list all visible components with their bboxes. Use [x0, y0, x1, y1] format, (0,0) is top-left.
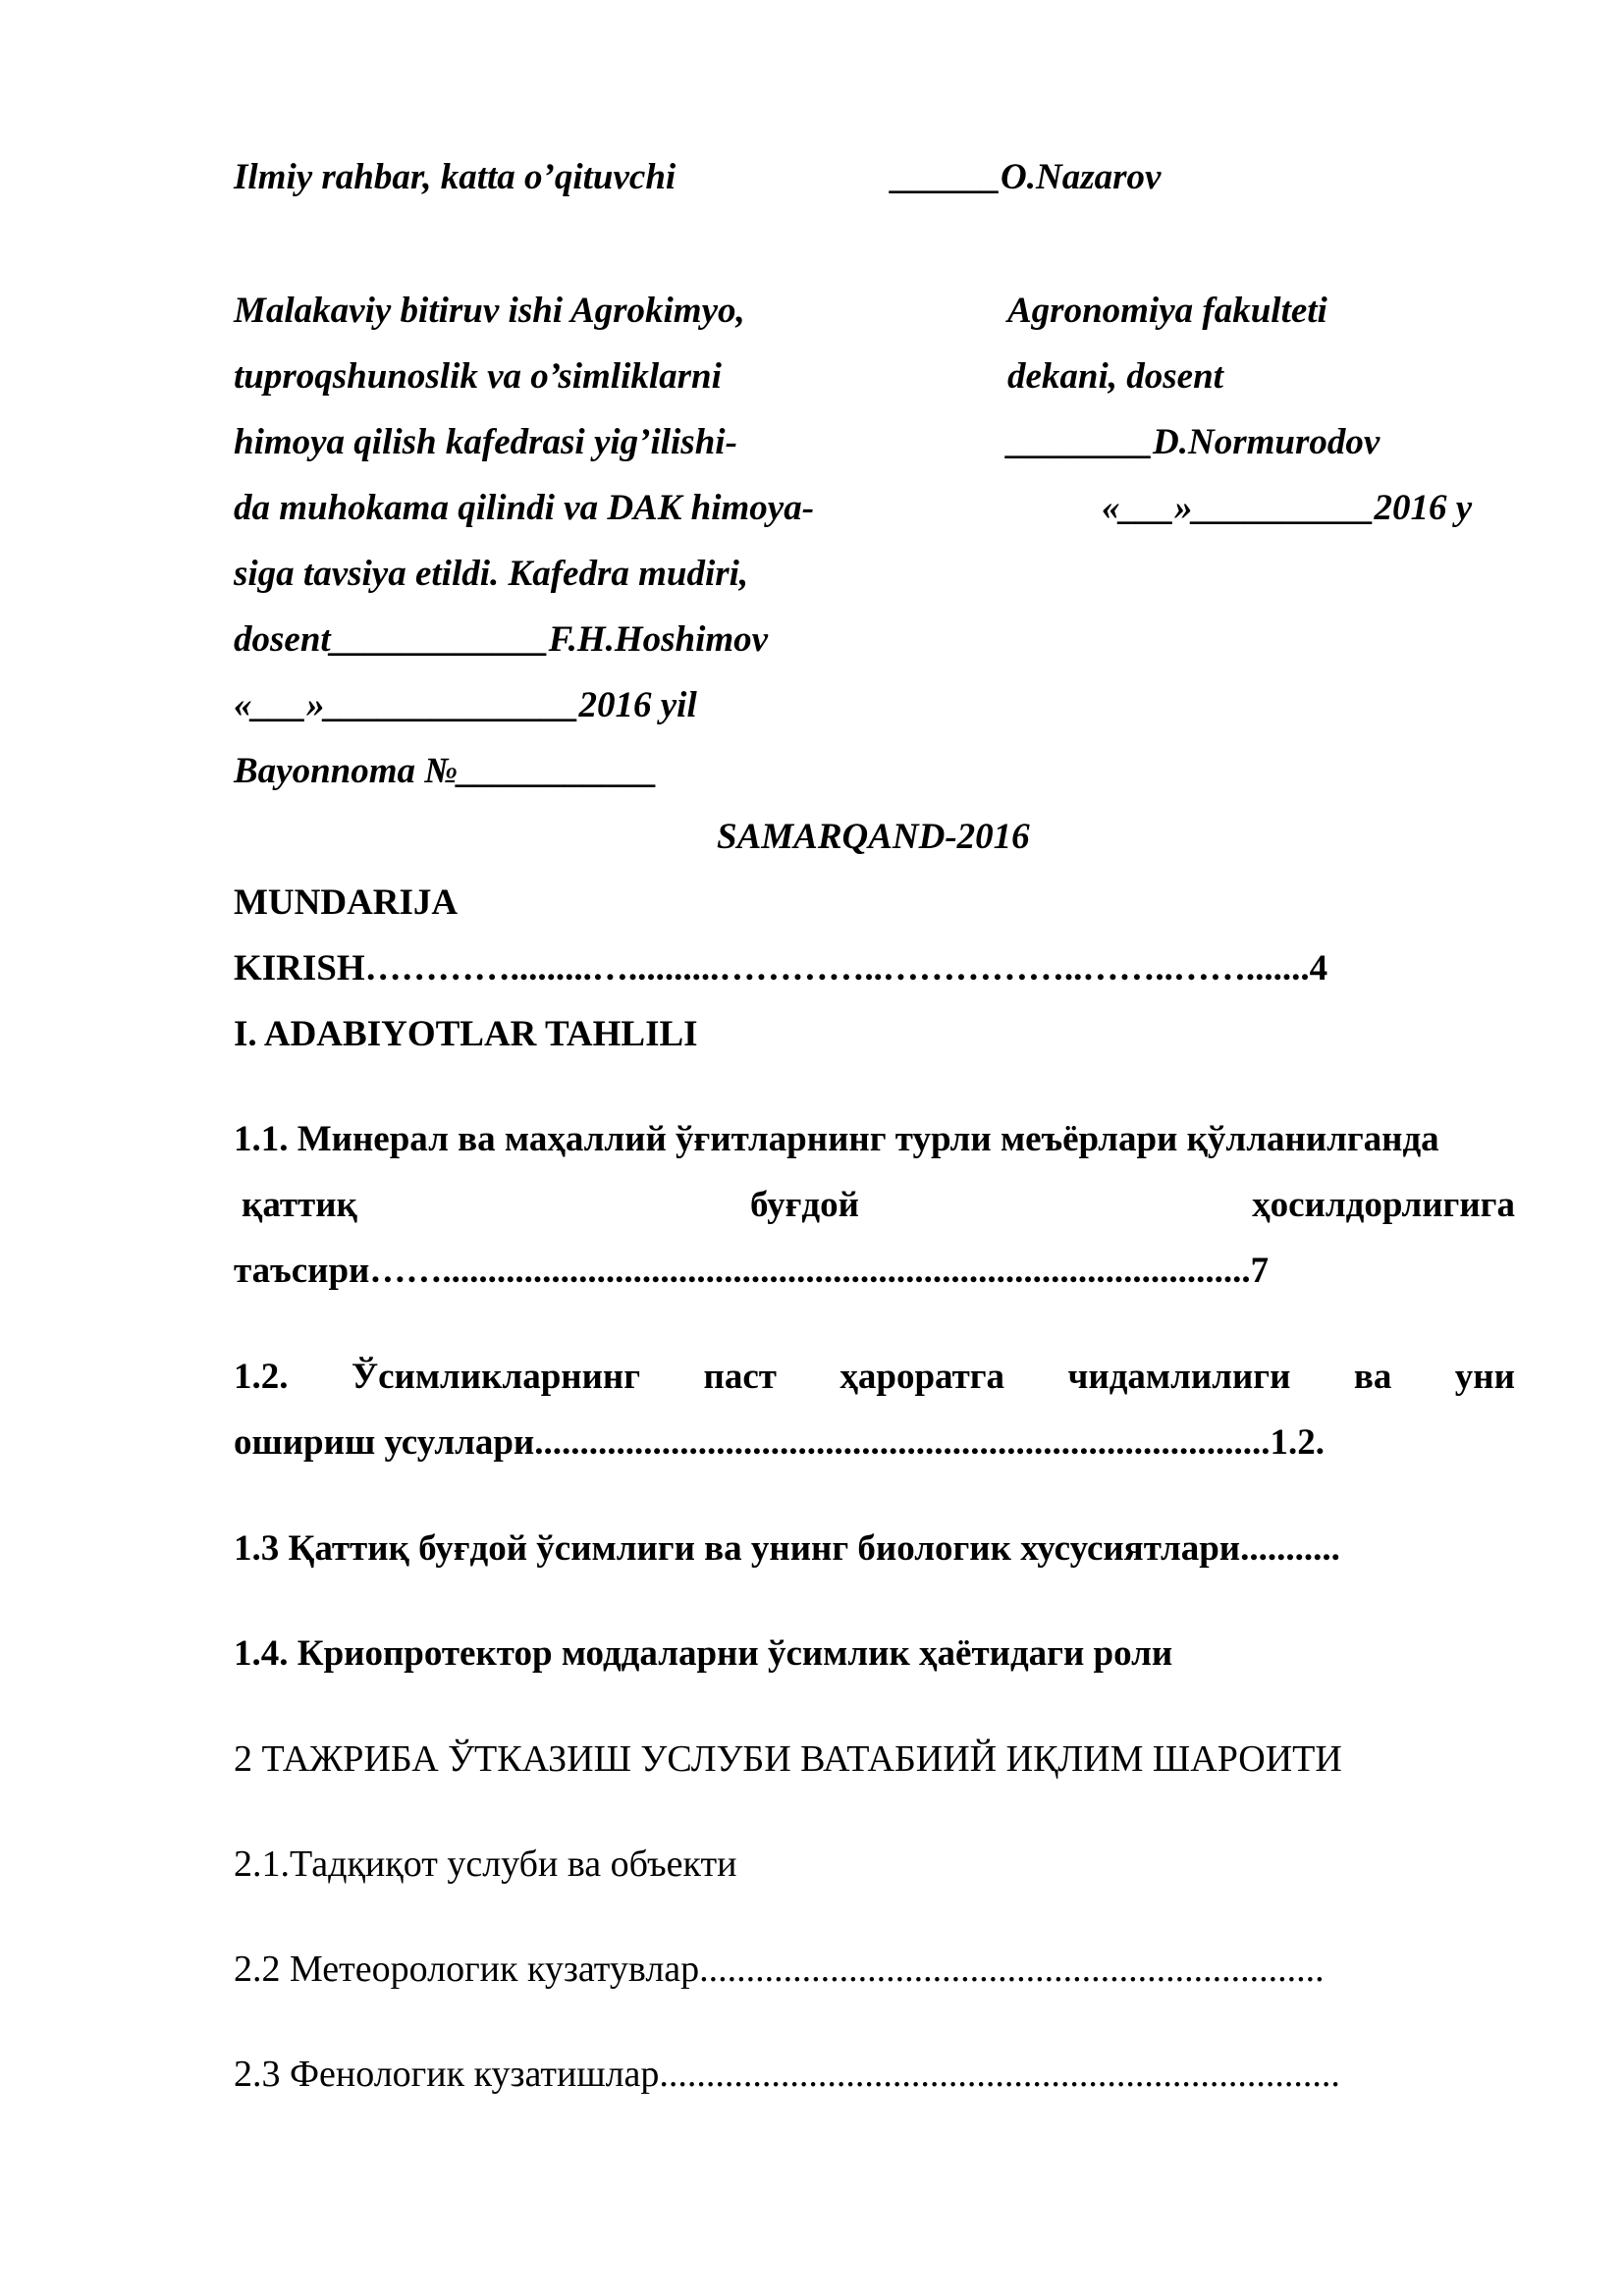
contents-title: MUNDARIJA [234, 882, 459, 923]
item-1-2-word-7: уни [1454, 1357, 1515, 1397]
item-1-1-word-3: ҳосилдорлигига [1252, 1185, 1515, 1225]
item-1-4: 1.4. Криопротектор моддаларни ўсимлик ҳаётидаги роли [234, 1633, 1173, 1674]
item-1-2-word-4: ҳароратга [839, 1357, 1005, 1397]
right-block-line-1: Agronomiya fakulteti [1007, 291, 1327, 331]
item-1-2-word-6: ва [1353, 1357, 1392, 1397]
advisor-signature: ______O.Nazarov [892, 157, 1162, 197]
item-1-2-line-1 [234, 1357, 1515, 1399]
item-2-2: 2.2 Метеорологик кузатувлар................................................................... [234, 1949, 1325, 1990]
item-1-2-word-2: Ўсимликларнинг [351, 1357, 641, 1397]
left-block-line-2: tuproqshunoslik va o’simliklarni [234, 356, 722, 397]
item-1-3: 1.3 Қаттиқ буғдой ўсимлиги ва унинг биологик хусусиятлари........... [234, 1528, 1340, 1569]
item-1-2-word-3: паст [703, 1357, 777, 1397]
contents-intro: KIRISH………….........…..........…………..……………..……..…….......4 [234, 948, 1328, 988]
item-1-2-line-2: ошириш усуллари.................................................................................1.2. [234, 1422, 1325, 1463]
left-block-line-5: siga tavsiya etildi. Kafedra mudiri, [234, 554, 749, 594]
item-1-1-line-2 [234, 1185, 1515, 1227]
item-2-3: 2.3 Фенологик кузатишлар......................................................................... [234, 2054, 1340, 2095]
right-block-line-4: «___»__________2016 y [1102, 488, 1473, 528]
left-block-line-7: «___»______________2016 yil [234, 685, 697, 725]
item-1-1-word-2: буғдой [750, 1185, 859, 1225]
advisor-label: Ilmiy rahbar, katta o’qituvchi [234, 157, 677, 197]
left-block-line-4: da muhokama qilindi va DAK himoya- [234, 488, 815, 528]
item-1-1-line-3: таъсири…….........................................................................................7 [234, 1251, 1270, 1291]
item-1-2-word-5: чидамлилиги [1067, 1357, 1291, 1397]
section-1-heading: I. ADABIYOTLAR TAHLILI [234, 1014, 698, 1054]
item-1-1-line-1: 1.1. Минерал ва маҳаллий ўғитларнинг турли меъёрлари қўлланилганда [234, 1119, 1439, 1159]
section-2-heading: 2 ТАЖРИБА ЎТКАЗИШ УСЛУБИ ВАТАБИИЙ ИҚЛИМ ШАРОИТИ [234, 1738, 1342, 1780]
left-block-line-1: Malakaviy bitiruv ishi Agrokimyo, [234, 291, 745, 331]
item-2-1: 2.1.Тадқиқот услуби ва объекти [234, 1843, 737, 1885]
left-block-line-8: Bayonnoma №___________ [234, 751, 658, 791]
item-1-1-word-1: қаттиқ [242, 1185, 357, 1225]
right-block-line-2: dekani, dosent [1007, 356, 1223, 397]
left-block-line-3: himoya qilish kafedrasi yig’ilishi- [234, 422, 737, 462]
city-year: SAMARQAND-2016 [717, 817, 1030, 857]
item-1-2-word-1: 1.2. [234, 1357, 289, 1397]
right-block-line-3: ________D.Normurodov [1007, 422, 1380, 462]
left-block-line-6: dosent____________F.H.Hoshimov [234, 619, 769, 660]
